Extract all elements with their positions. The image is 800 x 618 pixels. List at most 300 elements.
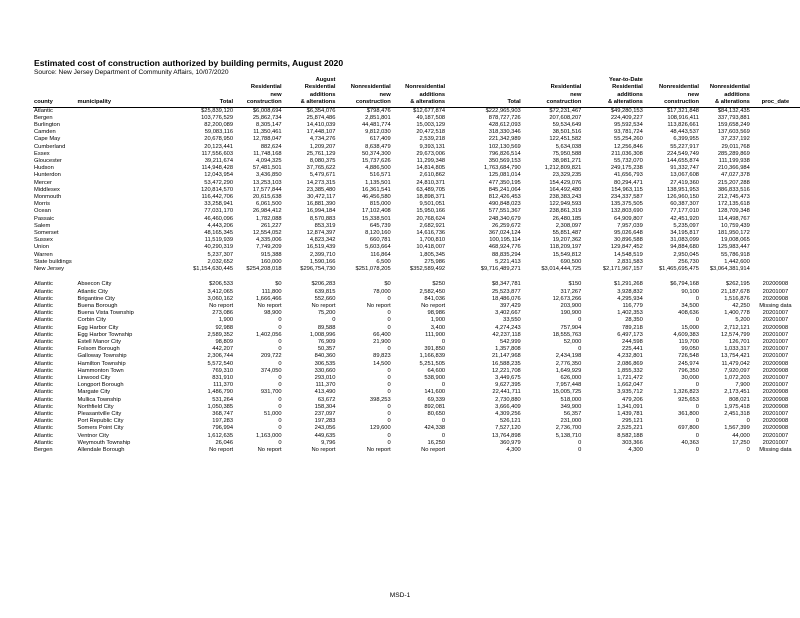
table-cell: 77,177,010 [670,208,699,215]
table-cell [77,208,170,215]
table-cell: 442,207 [212,346,234,353]
table-cell: 5,235,097 [673,222,699,229]
table-cell: 20200908 [762,396,789,403]
table-cell: 6,061,500 [256,201,282,208]
table-cell: 42,250 [732,302,750,309]
table-cell: 477,350,195 [488,179,521,186]
table-cell: 225,441 [622,346,643,353]
table-cell: 111,370 [213,382,234,389]
column-header: new [687,91,699,98]
table-cell: 479,206 [622,396,643,403]
table-cell: 2,032,652 [207,258,234,265]
table-cell: $1,465,695,475 [658,266,699,273]
table-cell: Monmouth [34,194,62,201]
table-cell: 0 [278,360,282,367]
table-cell: 9,627,395 [495,382,521,389]
table-cell: 0 [278,346,282,353]
table-cell: 111,370 [315,382,336,389]
table-cell: Atlantic City [77,288,108,295]
table-cell: 211,036,308 [611,150,643,157]
table-cell: 4,094,325 [256,158,282,165]
table-cell: 75,950,588 [552,150,582,157]
table-cell: 164,492,480 [549,186,582,193]
table-cell: 490,848,023 [488,201,521,208]
table-cell: 17,250 [732,439,750,446]
table-cell: 0 [387,439,391,446]
table-cell: $150 [568,281,582,288]
table-cell: Somerset [34,230,59,237]
table-cell: 350,569,153 [488,158,521,165]
table-cell: 93,781,724 [614,129,643,136]
table-row [33,187,800,194]
table-cell: 111,900 [425,331,446,338]
section-gap [33,273,800,281]
table-cell: New Jersey [34,266,65,273]
table-cell: 99,050 [681,346,699,353]
table-cell: 20201007 [762,432,789,439]
table-row [33,382,800,389]
table-cell: 360,979 [499,439,521,446]
table-cell: Union [34,244,50,251]
table-cell: 0 [578,346,582,353]
table-cell: 89,588 [317,324,336,331]
table-cell: 5,634,038 [555,143,582,150]
table-cell: 20200908 [762,324,789,331]
table-cell: 318,330,346 [488,129,521,136]
table-cell: 0 [387,382,391,389]
table-cell: 408,636 [678,310,699,317]
table-row [33,418,800,425]
table-row [33,230,800,237]
table-cell: 33,550 [503,317,521,324]
table-cell: 55,786,918 [721,251,750,258]
table-cell: 46,456,580 [361,194,391,201]
table-cell: 125,983,447 [717,244,750,251]
table-cell: Atlantic [34,324,53,331]
table-cell: 102,130,569 [488,143,521,150]
table-cell: 1,033,317 [724,346,750,353]
table-cell: 0 [278,382,282,389]
table-cell: $6,354,076 [306,107,336,114]
table-cell: 23,329,235 [552,172,582,179]
table-cell: 116,864 [370,251,391,258]
column-header: Residential [550,84,582,91]
table-cell [751,244,800,251]
table-cell: 215,207,288 [717,179,750,186]
table-cell: 518,000 [560,396,582,403]
table-cell: 2,525,221 [617,425,643,432]
table-cell: Atlantic [34,374,53,381]
table-cell: 34,500 [681,302,699,309]
table-cell: 397,429 [499,302,521,309]
table-cell [77,237,170,244]
table-cell: $206,533 [209,281,234,288]
table-cell: 15,338,501 [361,215,391,222]
table-cell: $0 [384,281,391,288]
table-cell: 0 [695,432,699,439]
table-cell: 2,682,921 [419,222,446,229]
table-cell: 224,549,749 [666,150,699,157]
table-cell: 16,519,439 [306,244,336,251]
column-header: new [270,91,282,98]
table-cell: 1,402,353 [617,310,643,317]
table-cell: 25,761,129 [306,150,336,157]
table-cell: 77,031,170 [204,208,234,215]
table-cell: 20,123,441 [204,143,234,150]
table-cell: 132,803,690 [610,208,643,215]
table-cell: Egg Harbor Township [77,331,133,338]
table-cell: 3,449,675 [495,374,521,381]
table-cell: 13,754,421 [721,353,750,360]
table-cell: 245,974 [678,360,699,367]
table-cell: Atlantic [34,432,53,439]
table-row [33,201,800,208]
table-cell: 119,700 [678,338,699,345]
table-cell [751,230,800,237]
table-cell: 3,436,850 [256,172,282,179]
table-cell: 398,253 [369,396,391,403]
table-cell: 15,950,166 [416,208,446,215]
column-header [77,84,170,91]
table-cell: 56,357 [563,410,582,417]
table-cell: 2,831,583 [617,258,643,265]
table-cell: No report [257,446,282,453]
table-cell [77,216,170,223]
table-cell: 15,005,725 [552,389,582,396]
table-cell: 2,308,097 [555,222,582,229]
table-cell [751,201,800,208]
table-cell: $3,064,381,914 [709,266,750,273]
table-row [33,397,800,404]
table-cell: Atlantic [34,310,53,317]
table-cell: 853,319 [314,222,336,229]
table-cell: 20200908 [762,425,789,432]
table-cell: 52,000 [563,338,582,345]
table-cell: 617,409 [369,136,391,143]
table-row [33,447,800,454]
table-cell: 6,500 [376,258,391,265]
table-cell: Missing data [759,302,792,309]
column-header: municipality [77,99,170,107]
table-cell: Estell Manor City [77,338,121,345]
table-cell: 5,572,540 [207,360,234,367]
table-cell: 4,232,801 [617,353,643,360]
table-cell: Atlantic [34,353,53,360]
table-cell: 0 [695,295,699,302]
table-cell: 100,195,114 [489,237,521,244]
table-cell: Atlantic [34,403,53,410]
table-cell: 2,582,450 [419,288,446,295]
column-header [170,84,234,91]
table-cell: 285,289,869 [717,150,750,157]
table-cell: $296,754,730 [300,266,336,273]
table-cell: 295,121 [622,418,643,425]
table-cell: 37,765,622 [306,165,336,172]
table-cell: 831,910 [212,374,234,381]
table-cell: 526,121 [499,418,521,425]
table-cell: 1,341,091 [617,403,643,410]
table-cell: Passaic [34,215,55,222]
table-cell: 9,812,030 [365,129,391,136]
table-cell: 275,986 [424,258,446,265]
table-cell: Atlantic [34,418,53,425]
table-cell: 238,861,319 [549,208,582,215]
table-cell: Buena Borough [77,302,118,309]
table-cell: 8,080,375 [309,158,336,165]
table-cell: 7,749,209 [256,244,282,251]
table-cell: $49,280,153 [610,107,643,114]
table-cell: 0 [695,403,699,410]
table-cell: 125,081,014 [488,172,521,179]
table-cell: Atlantic [34,288,53,295]
column-header: new [379,91,391,98]
table-cell: No report [366,302,391,309]
table-cell: Morris [34,201,50,208]
table-cell: 2,086,869 [617,360,643,367]
table-cell: 111,199,938 [718,158,750,165]
table-cell: 116,442,706 [201,194,234,201]
table-cell: 303,366 [622,439,643,446]
table-cell: 1,008,996 [309,331,336,338]
table-cell: 1,721,472 [617,374,643,381]
column-header: & alterations [582,99,643,107]
column-header: Nonresidential [709,84,750,91]
table-row [33,375,800,382]
table-cell: 190,900 [560,310,582,317]
table-cell: 89,823 [373,353,391,360]
table-cell: 796,350 [678,367,699,374]
table-cell: 29,673,006 [416,150,446,157]
table-cell: 1,666,466 [256,295,282,302]
table-cell [751,107,800,115]
table-cell: $1,154,630,445 [193,266,234,273]
table-row [33,151,800,158]
table-cell: Atlantic [34,317,53,324]
table-cell: 261,227 [260,222,282,229]
table-cell: 91,332,747 [670,165,699,172]
table-cell: Weymouth Township [77,439,131,446]
table-cell: 0 [278,403,282,410]
table-cell: 0 [387,410,391,417]
column-header: Nonresidential [350,84,391,91]
table-cell: 122,451,582 [549,136,582,143]
table-cell: 0 [332,317,336,324]
table-cell: Atlantic [34,439,53,446]
table-cell: 5,251,505 [419,360,446,367]
table-cell: 5,479,671 [309,172,336,179]
table-cell: 645,739 [369,222,391,229]
table-row [33,281,800,288]
table-cell: 17,102,408 [361,208,391,215]
table-cell [751,165,800,172]
table-cell: Atlantic [34,425,53,432]
table-cell: Allendale Borough [77,446,125,453]
table-cell: 22,441,711 [492,389,521,396]
table-cell: 12,788,047 [252,136,282,143]
table-row [33,346,800,353]
table-cell [77,180,170,187]
table-cell: 20201007 [762,353,789,360]
table-cell: 46,460,096 [204,215,234,222]
table-cell: 808,021 [729,396,750,403]
table-cell: 38,981,271 [552,158,582,165]
table-row [33,296,800,303]
table-row [33,115,800,122]
table-row [33,411,800,418]
table-cell: 26,480,185 [552,215,582,222]
table-cell: 44,481,774 [361,122,391,129]
table-cell: 23,385,480 [306,186,336,193]
table-cell: 306,535 [314,360,336,367]
county-rows [33,107,800,273]
table-cell: 172,135,618 [717,201,750,208]
group-header-month: August [315,77,336,83]
table-row [33,317,800,324]
table-cell: 20,678,950 [204,136,234,143]
table-cell: 4,734,276 [309,136,336,143]
table-cell [77,122,170,129]
table-cell: Missing data [759,446,792,453]
table-cell: 20200908 [762,403,789,410]
column-header: & alterations [283,99,337,107]
table-cell: 12,256,846 [614,143,643,150]
table-cell: 8,570,883 [309,215,336,222]
table-cell: 181,950,172 [717,230,750,237]
table-cell: 4,295,934 [617,295,643,302]
table-cell: 118,209,197 [549,244,582,251]
table-cell: 538,900 [424,374,446,381]
table-cell: 1,612,635 [207,432,234,439]
table-cell: $6,008,694 [252,107,282,114]
table-cell: 24,810,371 [416,179,446,186]
table-cell: Atlantic [34,338,53,345]
table-cell: 128,709,348 [717,208,750,215]
table-cell: 1,590,166 [309,258,336,265]
table-cell: 2,173,451 [724,389,750,396]
table-cell: $206,283 [311,281,336,288]
table-cell: 98,900 [264,310,282,317]
table-cell: 391,850 [424,346,446,353]
column-header: Residential [250,84,282,91]
table-cell: 63,672 [317,396,336,403]
table-cell: Essex [34,150,50,157]
table-cell: Pleasantville City [77,410,122,417]
table-cell: 0 [746,446,750,453]
table-cell: 42,237,118 [492,331,521,338]
table-cell: 197,283 [314,418,336,425]
table-cell: 49,187,508 [416,114,446,121]
table-cell: 1,486,790 [207,389,234,396]
table-cell: 1,163,000 [256,432,282,439]
table-cell [751,151,800,158]
table-cell: 28,350 [625,317,643,324]
table-row [33,332,800,339]
table-row [33,433,800,440]
table-cell: 55,732,070 [614,158,643,165]
table-cell: Galloway Township [77,353,127,360]
table-cell: 0 [278,324,282,331]
table-cell: Camden [34,129,56,136]
table-cell: 59,534,649 [552,122,582,129]
table-cell: 2,539,218 [419,136,446,143]
table-cell: 50,357 [317,346,336,353]
table-cell: 7,957,039 [617,222,643,229]
table-cell: 0 [441,382,446,389]
table-cell: 815,000 [369,201,391,208]
table-cell: 7,957,448 [555,382,582,389]
table-cell: 59,083,116 [204,129,234,136]
column-header: construction [644,99,700,107]
table-cell: 16,881,390 [306,201,336,208]
table-cell: 12,574,799 [721,331,750,338]
table-cell: 690,500 [560,258,582,265]
table-cell: Atlantic [34,302,53,309]
table-cell: 1,442,600 [724,258,750,265]
table-cell: 1,975,418 [724,403,750,410]
table-cell: 113,826,661 [667,122,699,129]
table-cell: 25,862,734 [252,114,282,121]
table-cell: Atlantic [34,410,53,417]
table-cell: 374,050 [260,367,282,374]
table-cell: 20,472,518 [416,129,446,136]
column-header: proc_date [751,99,800,107]
table-cell: 20200908 [762,367,789,374]
column-header: Nonresidential [659,84,699,91]
table-cell: 931,700 [260,389,282,396]
table-row [33,440,800,447]
table-cell: 0 [387,317,391,324]
table-cell: Cumberland [34,143,66,150]
table-cell: 1,326,823 [673,389,699,396]
table-cell: 19,008,065 [721,237,750,244]
table-row [33,208,800,215]
table-cell [751,180,800,187]
table-cell [751,122,800,129]
table-cell: Absecon City [77,281,112,288]
table-cell: 1,050,385 [207,403,234,410]
table-cell: $251,078,205 [355,266,391,273]
table-cell: Hamilton Township [77,360,126,367]
table-row [33,122,800,129]
table-cell: $3,014,444,725 [541,266,582,273]
table-cell: 15,549,812 [552,251,582,258]
table-cell: 1,516,876 [724,295,750,302]
table-cell: 4,443,206 [207,222,234,229]
table-cell: 0 [695,446,699,453]
table-cell: Northfield City [77,403,114,410]
column-header: construction [336,99,391,107]
table-cell: 4,309,256 [495,410,521,417]
column-header: Residential [612,84,643,91]
table-cell: 48,443,537 [670,129,699,136]
table-cell: 38,501,516 [552,129,582,136]
column-header: Total [446,99,522,107]
column-header: county [33,99,77,107]
table-cell: 0 [387,324,391,331]
column-header: new [570,91,582,98]
table-cell [751,266,800,273]
table-cell: No report [421,302,446,309]
table-cell: $262,195 [725,281,750,288]
table-cell: $254,208,018 [246,266,282,273]
column-header: additions [309,91,336,98]
table-cell: 25,874,486 [306,114,336,121]
table-cell: 57,481,501 [252,165,282,172]
construction-cost-table [33,77,800,454]
table-cell: 293,010 [314,374,336,381]
table-cell: 2,950,045 [673,251,699,258]
table-row [33,252,800,259]
